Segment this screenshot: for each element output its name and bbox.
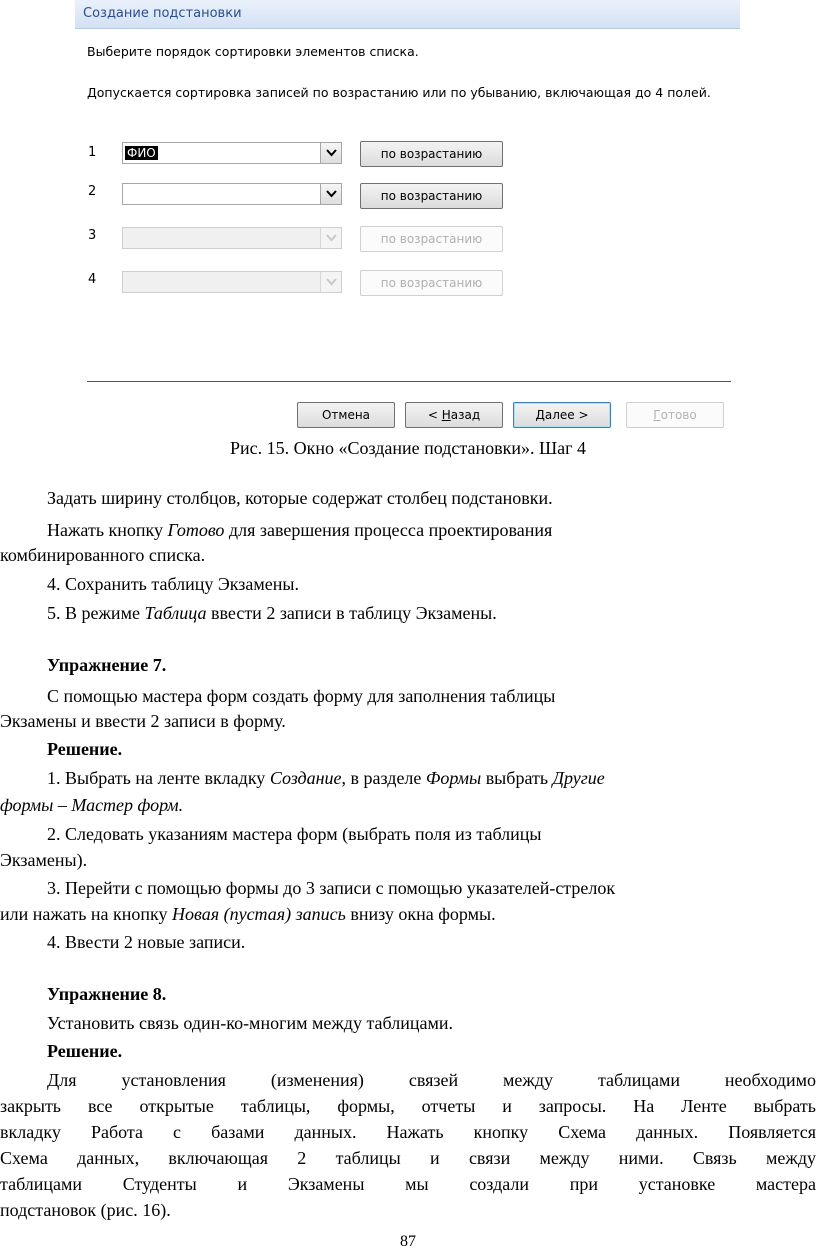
text-run-italic: формы – Мастер форм. bbox=[0, 795, 184, 815]
chevron-down-icon[interactable] bbox=[320, 184, 341, 204]
page-number: 87 bbox=[400, 1233, 416, 1250]
instruction-line-2: Допускается сортировка записей по возрастанию или по убыванию, включающая до 4 полей. bbox=[87, 85, 711, 100]
solution-heading bbox=[47, 1041, 122, 1062]
sort-field-combo-1[interactable] bbox=[122, 142, 342, 164]
exercise-heading bbox=[47, 655, 166, 676]
paragraph: подстановок (рис. 16). bbox=[0, 1200, 171, 1220]
sort-order-button-3: по возрастанию bbox=[360, 226, 503, 252]
text-run-italic: Таблица bbox=[144, 603, 207, 623]
next-label: алее > bbox=[544, 408, 589, 422]
sort-row-number-4: 4 bbox=[88, 272, 97, 287]
text-run-italic: Новая (пустая) запись bbox=[172, 904, 346, 924]
dialog-title-bar bbox=[75, 0, 740, 29]
text-run-italic: Формы bbox=[425, 768, 482, 788]
paragraph: Экзамены). bbox=[0, 850, 88, 870]
back-label: азад bbox=[450, 408, 481, 422]
next-button[interactable] bbox=[513, 402, 611, 428]
justified-line: Для установления (изменения) связей между таблицами необходимо bbox=[47, 1070, 816, 1090]
sort-field-combo-4 bbox=[122, 271, 342, 293]
text-run: , в разделе bbox=[341, 768, 426, 788]
sort-field-combo-3 bbox=[122, 227, 342, 249]
chevron-down-icon[interactable] bbox=[320, 143, 341, 163]
lookup-wizard-dialog bbox=[75, 0, 740, 436]
cancel-button[interactable]: Отмена bbox=[297, 402, 395, 428]
sort-field-value-1: ФИО bbox=[127, 146, 156, 160]
heading-text: Решение. bbox=[47, 1041, 123, 1061]
paragraph bbox=[0, 904, 496, 925]
sort-row-number-2: 2 bbox=[88, 184, 97, 199]
heading-text: Решение. bbox=[47, 739, 123, 759]
paragraph: С помощью мастера форм создать форму для заполнения таблицы bbox=[47, 686, 556, 706]
heading-text: Упражнение 7. bbox=[47, 655, 167, 675]
sort-order-button-2[interactable]: по возрастанию bbox=[360, 183, 503, 209]
paragraph bbox=[47, 520, 552, 541]
finish-accesskey: Г bbox=[653, 408, 661, 422]
paragraph: Задать ширину столбцов, которые содержат столбец подстановки. bbox=[47, 488, 553, 508]
paragraph: Экзамены и ввести 2 записи в форму. bbox=[0, 711, 286, 731]
list-item: 3. Перейти с помощью формы до 3 записи с помощью указателей-стрелок bbox=[47, 878, 616, 898]
list-item: 4. Сохранить таблицу Экзамены. bbox=[47, 574, 300, 594]
justified-line: вкладку Работа с базами данных. Нажать кнопку Схема данных. Появляется bbox=[0, 1122, 816, 1142]
justified-line: Схема данных, включающая 2 таблицы и связи между ними. Связь между bbox=[0, 1148, 816, 1168]
exercise-heading bbox=[47, 984, 166, 1005]
text-run: Нажать кнопку bbox=[47, 520, 168, 540]
sort-order-button-4: по возрастанию bbox=[360, 270, 503, 296]
text-run: ввести 2 записи в таблицу Экзамены. bbox=[206, 603, 497, 623]
list-item bbox=[47, 603, 497, 624]
text-run: или нажать на кнопку bbox=[0, 904, 173, 924]
justified-line: закрыть все открытые таблицы, формы, отчеты и запросы. На Ленте выбрать bbox=[0, 1096, 816, 1116]
text-run: 5. В режиме bbox=[47, 603, 145, 623]
paragraph bbox=[0, 795, 183, 816]
justified-line: таблицами Студенты и Экзамены мы создали при установке мастера bbox=[0, 1174, 816, 1194]
text-run: внизу окна формы. bbox=[345, 904, 496, 924]
text-run: для завершения процесса проектирования bbox=[224, 520, 553, 540]
text-run: 1. Выбрать на ленте вкладку bbox=[47, 768, 270, 788]
list-item: 4. Ввести 2 новые записи. bbox=[47, 932, 246, 952]
paragraph: комбинированного списка. bbox=[0, 545, 206, 565]
paragraph: Установить связь один-ко-многим между таблицами. bbox=[47, 1013, 454, 1033]
divider bbox=[87, 381, 731, 382]
list-item: 2. Следовать указаниям мастера форм (выбрать поля из таблицы bbox=[47, 824, 542, 844]
sort-field-combo-2[interactable] bbox=[122, 183, 342, 205]
heading-text: Упражнение 8. bbox=[47, 984, 167, 1004]
back-prefix: < bbox=[427, 408, 442, 422]
chevron-down-icon bbox=[320, 272, 341, 292]
dialog-title: Создание подстановки bbox=[83, 6, 242, 21]
text-run-italic: Готово bbox=[167, 520, 225, 540]
sort-row-number-3: 3 bbox=[88, 228, 97, 243]
text-run: выбрать bbox=[481, 768, 553, 788]
instruction-line-1: Выберите порядок сортировки элементов списка. bbox=[87, 44, 419, 59]
sort-row-number-1: 1 bbox=[88, 145, 97, 160]
back-accesskey: Н bbox=[441, 408, 451, 422]
text-run-italic: Создание bbox=[269, 768, 342, 788]
next-accesskey: Д bbox=[535, 408, 545, 422]
finish-label: отово bbox=[660, 408, 697, 422]
figure-caption: Рис. 15. Окно «Создание подстановки». Шаг 4 bbox=[229, 438, 587, 458]
back-button[interactable] bbox=[405, 402, 503, 428]
text-run-italic: Другие bbox=[552, 768, 605, 788]
sort-order-button-1[interactable]: по возрастанию bbox=[360, 141, 503, 167]
chevron-down-icon bbox=[320, 228, 341, 248]
finish-button bbox=[626, 402, 724, 428]
solution-heading bbox=[47, 739, 122, 760]
list-item bbox=[47, 768, 605, 789]
